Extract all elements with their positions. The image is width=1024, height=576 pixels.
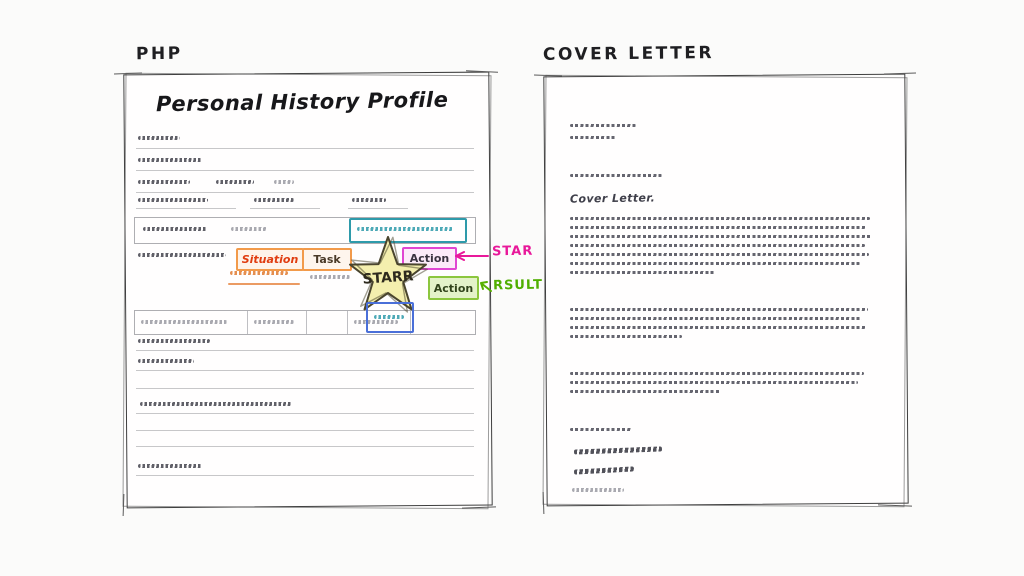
scribble-field-label — [138, 198, 208, 202]
form-line — [136, 388, 474, 389]
star-callout: STAR — [491, 243, 534, 260]
scribble-cell-text — [143, 227, 207, 231]
scribble-footer-line — [572, 488, 624, 492]
table-cell — [135, 311, 248, 334]
scribble-field-label — [138, 180, 190, 184]
scribble-orange-text — [230, 271, 288, 275]
scribble-paragraph-line — [570, 372, 864, 375]
scribble-field-label — [138, 464, 202, 468]
scribble-paragraph-line — [570, 335, 682, 338]
form-line — [136, 413, 474, 414]
scribble-teal-text — [357, 227, 453, 231]
scribble-cell-text — [254, 320, 294, 324]
scribble-cell-text — [231, 227, 267, 231]
scribble-field-label — [138, 339, 210, 343]
table-cell — [248, 311, 307, 334]
signature-scribble — [574, 446, 662, 454]
scribble-paragraph-line — [570, 253, 869, 256]
scribble-field-label — [352, 198, 386, 202]
sketch-stroke — [462, 506, 496, 508]
form-line — [136, 170, 474, 171]
cover-letter-heading: COVER LETTER — [542, 43, 715, 65]
form-line — [136, 148, 474, 149]
scribble-paragraph-line — [570, 317, 862, 320]
scribble-field-label — [138, 158, 202, 162]
scribble-cell-text — [141, 320, 227, 324]
scribble-closing-line — [570, 428, 632, 431]
form-line — [136, 350, 474, 351]
scribble-paragraph-line — [570, 262, 860, 265]
scribble-teal-text — [374, 315, 404, 319]
form-line — [136, 208, 236, 209]
scribble-date-line — [570, 174, 662, 177]
document-title: Personal History Profile — [155, 87, 449, 117]
result-arrow-icon — [477, 279, 493, 293]
scribble-paragraph-line — [570, 271, 716, 274]
starr-label: STARR — [362, 268, 415, 288]
star-arrow-icon — [448, 250, 490, 262]
situation-box — [236, 248, 304, 271]
scribble-paragraph-text — [140, 402, 292, 406]
scribble-field-label — [138, 359, 194, 363]
scribble-paragraph-line — [570, 244, 865, 247]
scribble-paragraph-line — [570, 217, 870, 220]
form-line — [250, 208, 320, 209]
form-line — [348, 208, 408, 209]
signature-scribble — [574, 466, 634, 474]
sketch-stroke — [884, 72, 916, 74]
action-result-box — [428, 276, 479, 300]
cover-letter-salutation: Cover Letter. — [569, 191, 656, 206]
scribble-paragraph-line — [570, 326, 866, 329]
form-line — [136, 430, 474, 431]
scribble-line — [274, 180, 294, 184]
scribble-field-label — [138, 136, 180, 140]
scribble-paragraph-line — [570, 226, 867, 229]
result-callout: RSULT — [492, 277, 544, 294]
scribble-paragraph-line — [570, 390, 720, 393]
orange-underline — [228, 283, 300, 285]
scribble-paragraph-line — [570, 308, 868, 311]
form-line — [136, 370, 474, 371]
situation-label: Situation — [241, 253, 299, 266]
form-line — [136, 475, 474, 476]
scribble-field-label — [138, 253, 226, 257]
scribble-paragraph-line — [570, 235, 872, 238]
php-heading: PHP — [135, 43, 183, 65]
form-line — [136, 192, 474, 193]
scribble-paragraph-line — [570, 381, 858, 384]
sketch-stroke — [878, 504, 912, 506]
form-line — [136, 446, 474, 447]
action-result-label: Action — [433, 281, 474, 295]
scribble-field-label — [254, 198, 294, 202]
sketch-stroke — [466, 70, 498, 72]
action-label: Action — [409, 252, 450, 265]
blue-highlight-box — [366, 302, 414, 333]
task-label: Task — [313, 253, 341, 266]
cover-letter-document — [544, 76, 906, 506]
scribble-address-line — [570, 136, 616, 139]
scribble-field-label — [216, 180, 254, 184]
scribble-address-line — [570, 124, 636, 127]
